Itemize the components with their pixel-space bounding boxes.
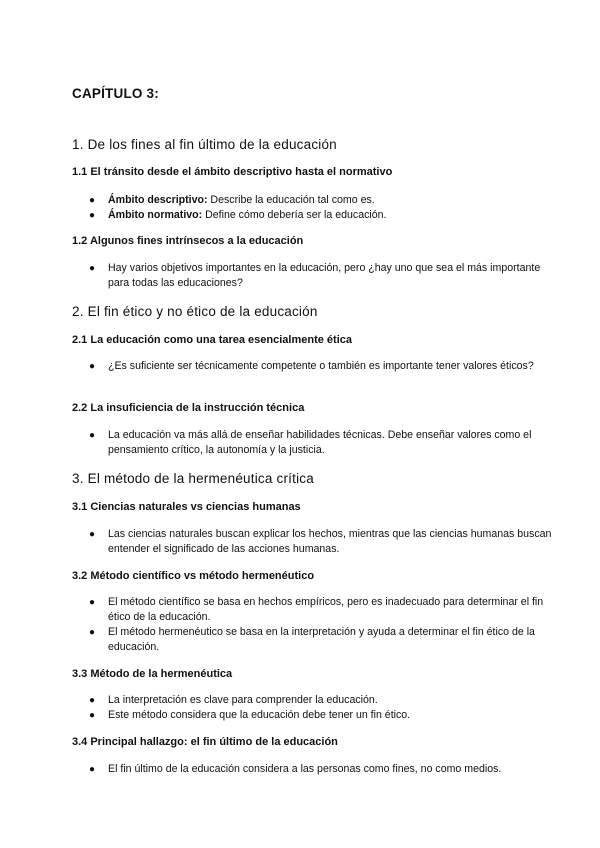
item-text: La educación va más allá de enseñar habilidades técnicas. Debe enseñar valores como el pensamiento crítico, la autonomía y la justicia. bbox=[108, 429, 532, 456]
list-3-2 bbox=[72, 595, 560, 655]
bullet-icon: ● bbox=[89, 430, 96, 441]
subsection-heading: 1.1 El tránsito desde el ámbito descriptivo hasta el normativo bbox=[72, 166, 393, 178]
item-bold-label: Ámbito normativo: bbox=[108, 209, 203, 221]
bullet-icon: ● bbox=[89, 627, 96, 638]
subsection-heading: 3.3 Método de la hermenéutica bbox=[72, 668, 233, 680]
item-text: Hay varios objetivos importantes en la educación, pero ¿hay uno que sea el más importante para todas las educaciones? bbox=[108, 262, 541, 289]
item-text: El fin último de la educación considera a las personas como fines, no como medios. bbox=[108, 763, 502, 775]
list-item bbox=[72, 762, 560, 777]
list-2-1 bbox=[72, 359, 560, 374]
item-text: Este método considera que la educación debe tener un fin ético. bbox=[108, 709, 411, 721]
bullet-icon: ● bbox=[89, 710, 96, 721]
bullet-icon: ● bbox=[89, 210, 96, 221]
list-item bbox=[72, 359, 560, 374]
list-1-1 bbox=[72, 193, 560, 223]
list-3-4 bbox=[72, 762, 560, 777]
bullet-icon: ● bbox=[89, 195, 96, 206]
subsection-2-1 bbox=[72, 334, 560, 346]
subsection-heading: 2.1 La educación como una tarea esencialmente ética bbox=[72, 334, 353, 346]
item-text: ¿Es suficiente ser técnicamente competente o también es importante tener valores éticos? bbox=[108, 360, 534, 372]
bullet-icon: ● bbox=[89, 695, 96, 706]
subsection-heading: 1.2 Algunos fines intrínsecos a la educación bbox=[72, 235, 304, 247]
list-3-3 bbox=[72, 693, 560, 723]
item-text: La interpretación es clave para comprender la educación. bbox=[108, 694, 378, 706]
item-bold-label: Ámbito descriptivo: bbox=[108, 194, 208, 206]
subsection-heading: 3.4 Principal hallazgo: el fin último de la educación bbox=[72, 736, 338, 748]
bullet-icon: ● bbox=[89, 597, 96, 608]
list-item bbox=[72, 693, 560, 708]
list-item bbox=[72, 625, 560, 655]
list-3-1 bbox=[72, 527, 560, 557]
item-text: Define cómo debería ser la educación. bbox=[202, 209, 387, 221]
section-1 bbox=[72, 137, 560, 152]
item-text: Describe la educación tal como es. bbox=[207, 194, 375, 206]
subsection-3-1 bbox=[72, 501, 560, 513]
chapter-title: CAPÍTULO 3: bbox=[72, 86, 159, 101]
list-item bbox=[72, 193, 560, 208]
list-1-2 bbox=[72, 261, 560, 291]
list-item bbox=[72, 527, 560, 557]
subsection-1-1 bbox=[72, 166, 560, 178]
section-heading: 1. De los fines al fin último de la educación bbox=[72, 137, 337, 152]
list-item bbox=[72, 708, 560, 723]
subsection-heading: 3.1 Ciencias naturales vs ciencias humanas bbox=[72, 501, 301, 513]
subsection-1-2 bbox=[72, 235, 560, 247]
item-text: El método científico se basa en hechos empíricos, pero es inadecuado para determinar el fin ético de la educación. bbox=[108, 596, 544, 623]
section-2 bbox=[72, 304, 560, 319]
subsection-2-2 bbox=[72, 402, 560, 414]
item-text: El método hermenéutico se basa en la interpretación y ayuda a determinar el fin ético de la educación. bbox=[108, 626, 535, 653]
subsection-3-2 bbox=[72, 570, 560, 582]
section-3 bbox=[72, 471, 560, 486]
section-heading: 2. El fin ético y no ético de la educación bbox=[72, 304, 318, 319]
list-item bbox=[72, 595, 560, 625]
list-2-2 bbox=[72, 428, 560, 458]
item-text: Las ciencias naturales buscan explicar los hechos, mientras que las ciencias humanas buscan entender el significado de las acciones humanas. bbox=[108, 528, 552, 555]
bullet-icon: ● bbox=[89, 764, 96, 775]
subsection-3-4 bbox=[72, 736, 560, 748]
subsection-3-3 bbox=[72, 668, 560, 680]
list-item bbox=[72, 208, 560, 223]
subsection-heading: 2.2 La insuficiencia de la instrucción técnica bbox=[72, 402, 305, 414]
list-item bbox=[72, 428, 560, 458]
bullet-icon: ● bbox=[89, 263, 96, 274]
bullet-icon: ● bbox=[89, 361, 96, 372]
subsection-heading: 3.2 Método científico vs método hermenéutico bbox=[72, 570, 315, 582]
bullet-icon: ● bbox=[89, 529, 96, 540]
section-heading: 3. El método de la hermenéutica crítica bbox=[72, 471, 314, 486]
list-item bbox=[72, 261, 560, 291]
